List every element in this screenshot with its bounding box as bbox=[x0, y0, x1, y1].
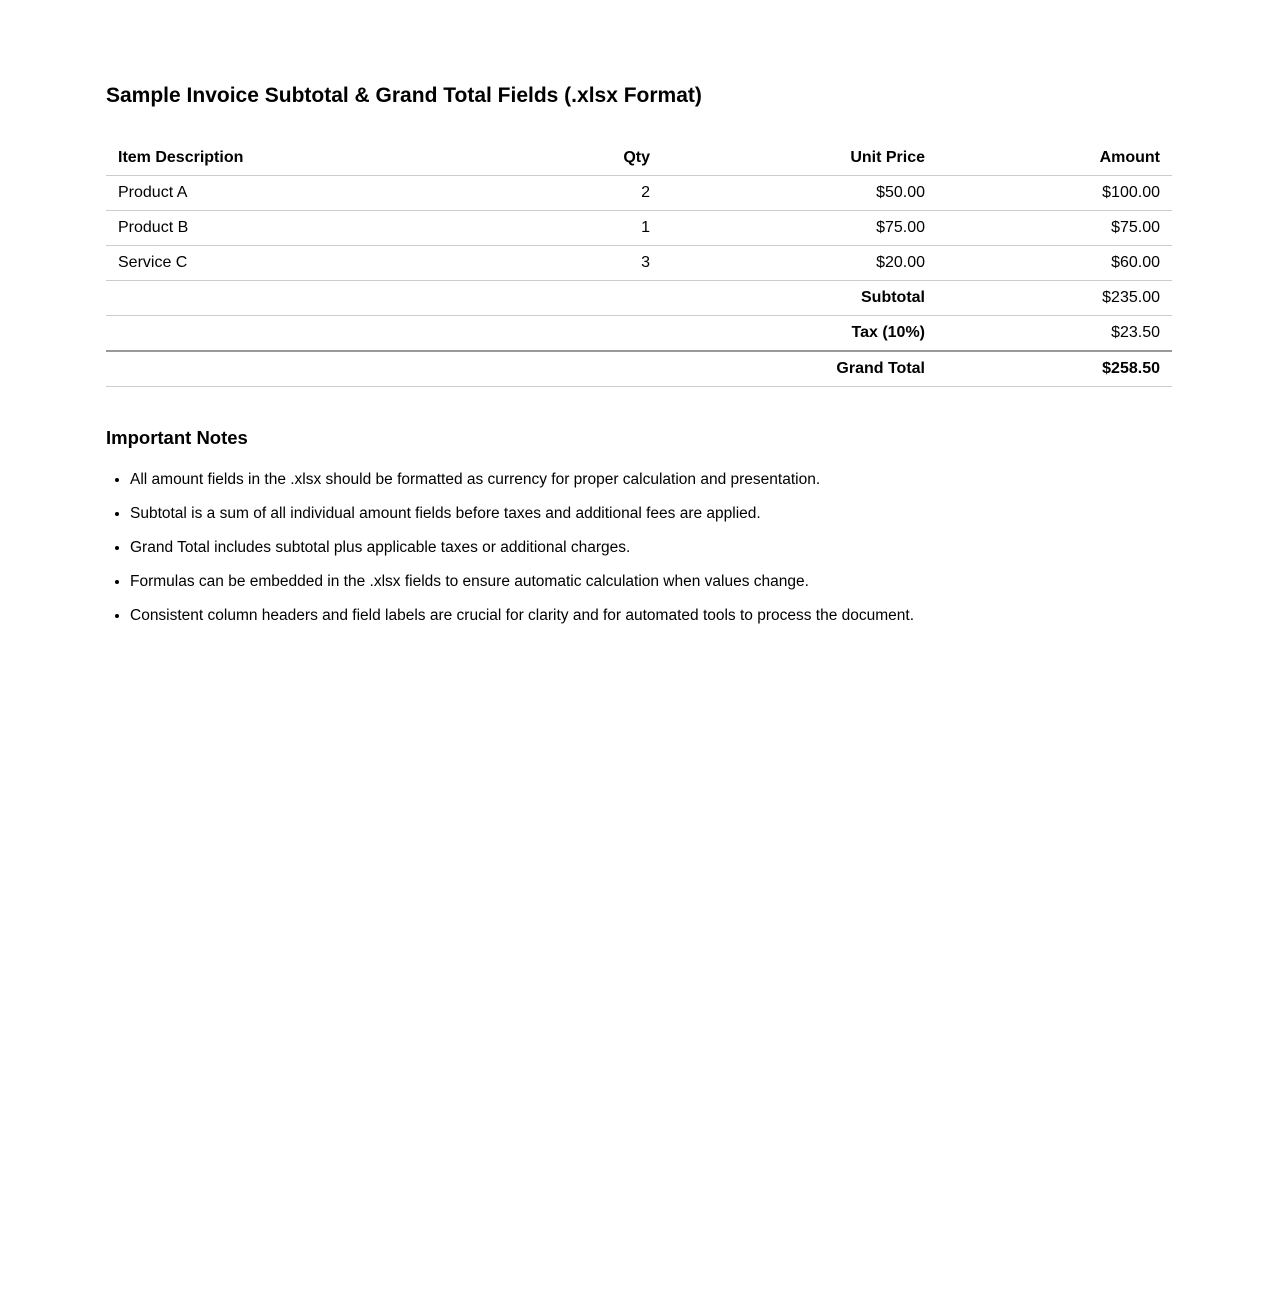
qty-cell: 2 bbox=[544, 176, 662, 211]
amount-cell: $75.00 bbox=[937, 211, 1172, 246]
header-item-description: Item Description bbox=[106, 141, 544, 176]
subtotal-value: $235.00 bbox=[937, 281, 1172, 316]
header-amount: Amount bbox=[937, 141, 1172, 176]
grand-total-label: Grand Total bbox=[106, 351, 937, 387]
qty-cell: 3 bbox=[544, 246, 662, 281]
page-title: Sample Invoice Subtotal & Grand Total Fields (.xlsx Format) bbox=[106, 84, 702, 107]
list-item: • Grand Total includes subtotal plus applicable taxes or additional charges. bbox=[130, 537, 1172, 571]
header-unit-price: Unit Price bbox=[662, 141, 937, 176]
grand-total-row bbox=[106, 351, 1172, 387]
unit-price-cell: $50.00 bbox=[662, 176, 937, 211]
table-row bbox=[106, 176, 1172, 211]
notes-heading: Important Notes bbox=[106, 427, 248, 448]
table-row bbox=[106, 211, 1172, 246]
item-description-cell: Product B bbox=[106, 211, 544, 246]
table-row bbox=[106, 246, 1172, 281]
list-item: • Subtotal is a sum of all individual amount fields before taxes and additional fees are applied. bbox=[130, 503, 1172, 537]
tax-label: Tax (10%) bbox=[106, 316, 937, 352]
table-header-row bbox=[106, 141, 1172, 176]
grand-total-value: $258.50 bbox=[937, 351, 1172, 387]
amount-cell: $100.00 bbox=[937, 176, 1172, 211]
list-item: • Consistent column headers and field labels are crucial for clarity and for automated tools to process the document. bbox=[130, 605, 1172, 639]
amount-cell: $60.00 bbox=[937, 246, 1172, 281]
invoice-table bbox=[106, 141, 1172, 387]
header-qty: Qty bbox=[544, 141, 662, 176]
tax-row bbox=[106, 316, 1172, 352]
item-description-cell: Service C bbox=[106, 246, 544, 281]
item-description-cell: Product A bbox=[106, 176, 544, 211]
list-item: • Formulas can be embedded in the .xlsx fields to ensure automatic calculation when values change. bbox=[130, 571, 1172, 605]
qty-cell: 1 bbox=[544, 211, 662, 246]
notes-list bbox=[106, 469, 1172, 639]
subtotal-label: Subtotal bbox=[106, 281, 937, 316]
unit-price-cell: $20.00 bbox=[662, 246, 937, 281]
list-item: • All amount fields in the .xlsx should be formatted as currency for proper calculation and presentation. bbox=[130, 469, 1172, 503]
subtotal-row bbox=[106, 281, 1172, 316]
unit-price-cell: $75.00 bbox=[662, 211, 937, 246]
tax-value: $23.50 bbox=[937, 316, 1172, 352]
